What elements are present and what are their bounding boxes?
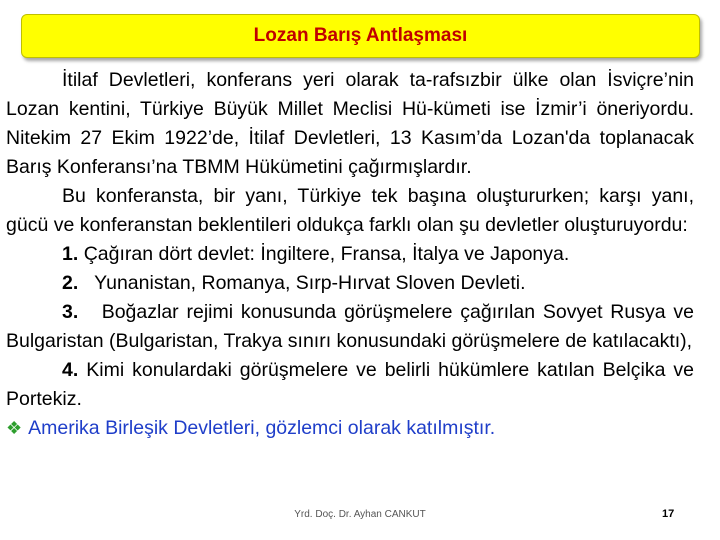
slide-body <box>6 66 694 443</box>
paragraph-intro: İtilaf Devletleri, konferans yeri olarak ta-rafsızbir ülke olan İsviçre’nin Lozan kentini, Türkiye Büyük Millet Meclisi Hü-kümeti ise İzmir’i öneriyordu. Nitekim 27 Ekim 1922’de, İtilaf Devletleri, 13 Kasım’da Lozan'da toplanacak Barış Konferansı’na TBMM Hükümetini çağırmışlardır. <box>6 69 694 178</box>
observer-note <box>6 414 694 443</box>
list-text: Boğazlar rejimi konusunda görüşmelere çağırılan Sovyet Rusya ve Bulgaristan (Bulgaristan, Trakya sınırı konusundaki görüşmelere de katılacaktı), <box>6 301 694 352</box>
list-text: Çağıran dört devlet: İngiltere, Fransa, İtalya ve Japonya. <box>83 243 570 265</box>
list-item-2 <box>6 269 694 298</box>
paragraph-sides: Bu konferansta, bir yanı, Türkiye tek başına oluştururken; karşı yanı, gücü ve konferanstan beklentileri oldukça farklı olan şu devletler oluşturuyordu: <box>6 185 694 236</box>
list-item-4 <box>6 356 694 414</box>
list-number: 1. <box>62 243 79 265</box>
list-text: Kimi konulardaki görüşmelere ve belirli hükümlere katılan Belçika ve Portekiz. <box>6 359 694 410</box>
footer-author: Yrd. Doç. Dr. Ayhan CANKUT <box>294 509 426 520</box>
list-number: 3. <box>62 301 79 323</box>
list-item-1 <box>6 240 694 269</box>
diamond-bullet-icon: ❖ <box>6 418 23 438</box>
page-number: 17 <box>662 508 675 520</box>
list-item-3 <box>6 298 694 356</box>
observer-note-text: Amerika Birleşik Devletleri, gözlemci olarak katılmıştır. <box>28 417 496 439</box>
slide-title: Lozan Barış Antlaşması <box>253 25 468 46</box>
list-number: 2. <box>62 272 79 294</box>
list-number: 4. <box>62 359 79 381</box>
title-banner <box>21 14 700 58</box>
list-text: Yunanistan, Romanya, Sırp-Hırvat Sloven Devleti. <box>94 272 526 294</box>
